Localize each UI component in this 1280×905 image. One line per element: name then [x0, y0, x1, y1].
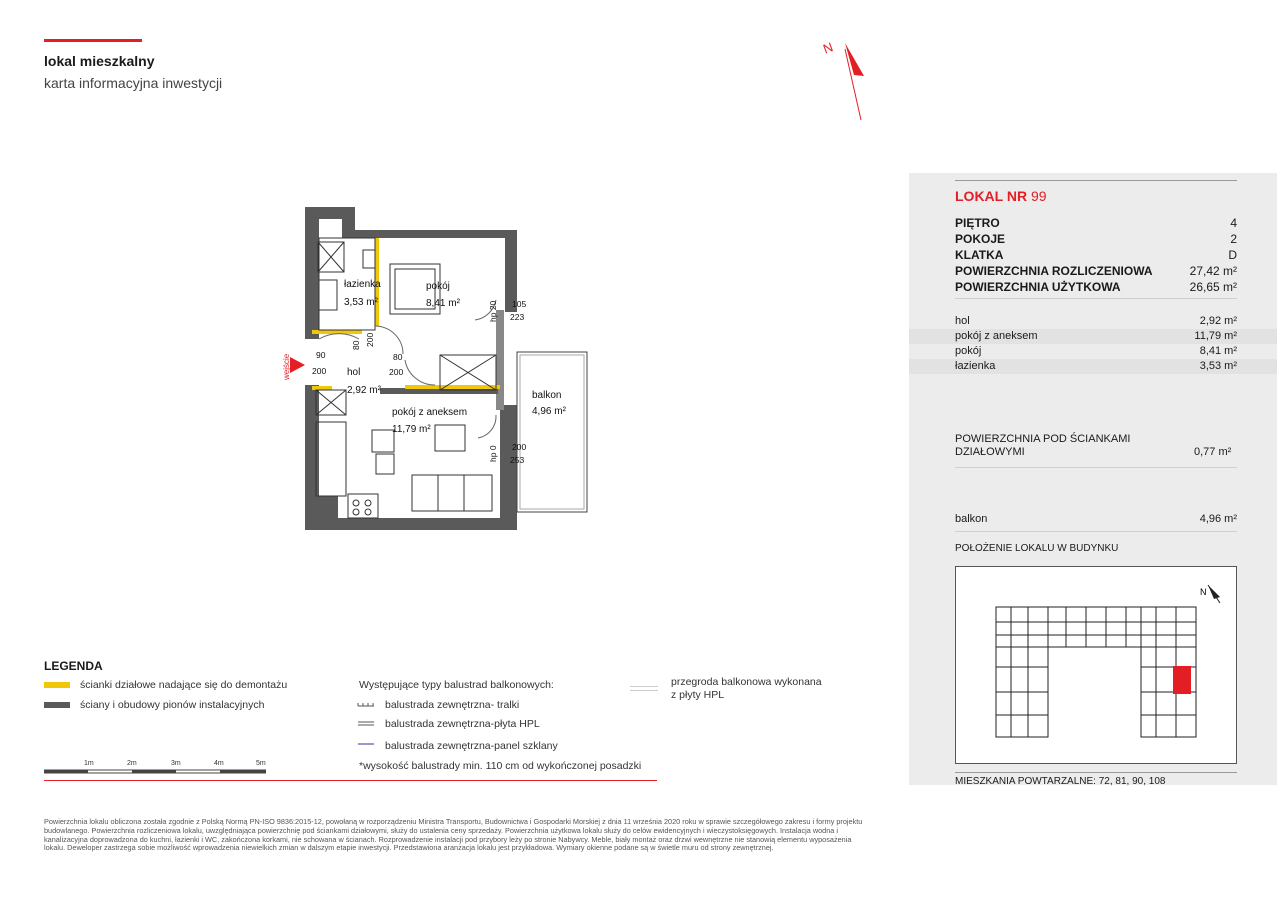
legend-item: ściany i obudowy pionów instalacyjnych	[80, 699, 265, 711]
partition-line-1: przegroda balkonowa wykonana	[671, 676, 822, 688]
entrance-arrow-icon	[290, 357, 305, 373]
page-subtitle: karta informacyjna inwestycji	[44, 75, 223, 91]
position-title: POŁOŻENIE LOKALU W BUDYNKU	[955, 543, 1119, 554]
highlighted-unit	[1173, 666, 1191, 694]
room-name-aneks: pokój z aneksem	[392, 407, 468, 418]
panel-divider	[955, 531, 1237, 532]
panel-divider	[955, 180, 1237, 181]
scale-tick: 2m	[127, 760, 137, 767]
partition-line-2: z płyty HPL	[671, 689, 725, 701]
legend-title: LEGENDA	[44, 659, 103, 673]
disclaimer: Powierzchnia lokalu obliczona została zgodnie z Polską Normą PN-ISO 9836:2015-12, powołaną w rozporządzeniu Ministra Transportu, Budownictwa i Gospodarki Morskiej z dnia 11 września 2020 roku w sprawie szczegółowego zakresu i formy projektu budowlanego. Powierzchnia rozliczeniowa lokalu, uwzględniająca powierzchnię pod ściankami działowymi, służy do ustalenia ceny sprzedaży. Powierzchnia użytkowa lokalu służy do celów ewidencyjnych i wieczystoksięgowych. Instalacja wodna i kanalizacyjna doprowadzona do kuchni, łazienki i WC, zakończona korkami, nie schowana w ścianach. Rozprowadzenie instalacji pod przybory leży po stronie Nabywcy. Meble, biały montaż oraz drzwi wewnętrzne nie stanowią elementu wyposażenia lokalu. Deweloper zastrzega sobie możliwość wprowadzenia niewielkich zmian w dalszym etapie inwestycji. Przedstawiona aranżacja lokalu jest przykładowa. Wymiary okienne podane są w świetle muru od strony zewnętrznej.	[44, 817, 863, 853]
room-row: hol 2,92 m²	[955, 315, 1237, 327]
legend-item: ścianki działowe nadające się do demontażu	[80, 679, 288, 691]
dim-win-pok-a: 105	[512, 299, 527, 309]
room-name-hol: hol	[347, 367, 361, 378]
panel-divider	[955, 772, 1237, 773]
scale-tick: 4m	[214, 760, 224, 767]
room-row: pokój 8,41 m²	[955, 345, 1237, 357]
legend-swatch-grey	[44, 702, 70, 708]
compass-label: N	[820, 39, 835, 57]
dim-door-hol-h: 200	[312, 366, 327, 376]
attr-row: KLATKA D	[955, 248, 1237, 262]
walls-value: 0,77 m²	[1194, 446, 1232, 458]
room-area-aneks: 11,79 m²	[392, 424, 431, 435]
balustrade-item: balustrada zewnętrzna-panel szklany	[385, 740, 558, 752]
scale-tick: 5m	[256, 760, 266, 767]
lokal-value: 99	[1030, 188, 1047, 204]
scale-tick: 3m	[171, 760, 181, 767]
dim-door-pok-w: 80	[393, 352, 403, 362]
scale-bar	[44, 762, 266, 776]
attr-row: POKOJE 2	[955, 232, 1237, 246]
room-name-lazienka: łazienka	[344, 279, 381, 290]
attr-row: POWIERZCHNIA ROZLICZENIOWA 27,42 m²	[955, 264, 1237, 278]
balustrade-icons	[357, 701, 379, 751]
dim-door-laz-w: 80	[351, 340, 361, 350]
map-compass-label: N	[1200, 587, 1207, 597]
building-position-map	[955, 566, 1237, 764]
room-name-pokoj: pokój	[426, 281, 450, 292]
attr-row: POWIERZCHNIA UŻYTKOWA 26,65 m²	[955, 280, 1237, 294]
balustrade-note: *wysokość balustrady min. 110 cm od wykończonej posadzki	[359, 760, 642, 772]
dim-door-hol-w: 90	[316, 350, 326, 360]
room-area-hol: 2,92 m²	[347, 385, 381, 396]
balustrade-item: balustrada zewnętrzna- tralki	[385, 699, 520, 711]
page-title: lokal mieszkalny	[44, 53, 155, 69]
room-row: pokój z aneksem 11,79 m²	[955, 330, 1237, 342]
legend-swatch-yellow	[44, 682, 70, 688]
lokal-label: LOKAL NR	[955, 188, 1028, 204]
room-name-balkon: balkon	[532, 390, 562, 401]
balustrade-item: balustrada zewnętrzna-płyta HPL	[385, 718, 540, 730]
room-area-pokoj: 8,41 m²	[426, 298, 460, 309]
dim-win-aneks-hp: hp 0	[488, 445, 498, 462]
attr-row: PIĘTRO 4	[955, 216, 1237, 230]
dim-door-laz-h: 200	[365, 332, 375, 347]
balcony-row: balkon 4,96 m²	[955, 513, 1237, 525]
lokal-number	[955, 188, 1047, 204]
room-area-balkon: 4,96 m²	[532, 406, 566, 417]
scale-tick: 1m	[84, 760, 94, 767]
walls-label-1: POWIERZCHNIA POD ŚCIANKAMI	[955, 433, 1131, 445]
room-row: łazienka 3,53 m²	[955, 360, 1237, 372]
panel-divider	[955, 467, 1237, 468]
dim-win-pok-hp: hp 20	[488, 300, 498, 322]
room-area-lazienka: 3,53 m²	[344, 297, 378, 308]
walls-label-2: DZIAŁOWYMI	[955, 446, 1025, 458]
panel-divider	[955, 298, 1237, 299]
balustrade-title: Występujące typy balustrad balkonowych:	[359, 679, 554, 691]
compass-icon	[815, 35, 875, 125]
repeat-label: MIESZKANIA POWTARZALNE: 72, 81, 90, 108	[955, 776, 1166, 787]
entrance-label: wejście	[282, 353, 291, 380]
header-accent-bar	[44, 39, 142, 42]
partition-icon	[630, 686, 658, 691]
dim-win-pok-b: 223	[510, 312, 525, 322]
legend-divider	[44, 780, 657, 781]
dim-win-aneks-b: 253	[510, 455, 525, 465]
dim-win-aneks-a: 200	[512, 442, 527, 452]
dim-door-pok-h: 200	[389, 367, 404, 377]
